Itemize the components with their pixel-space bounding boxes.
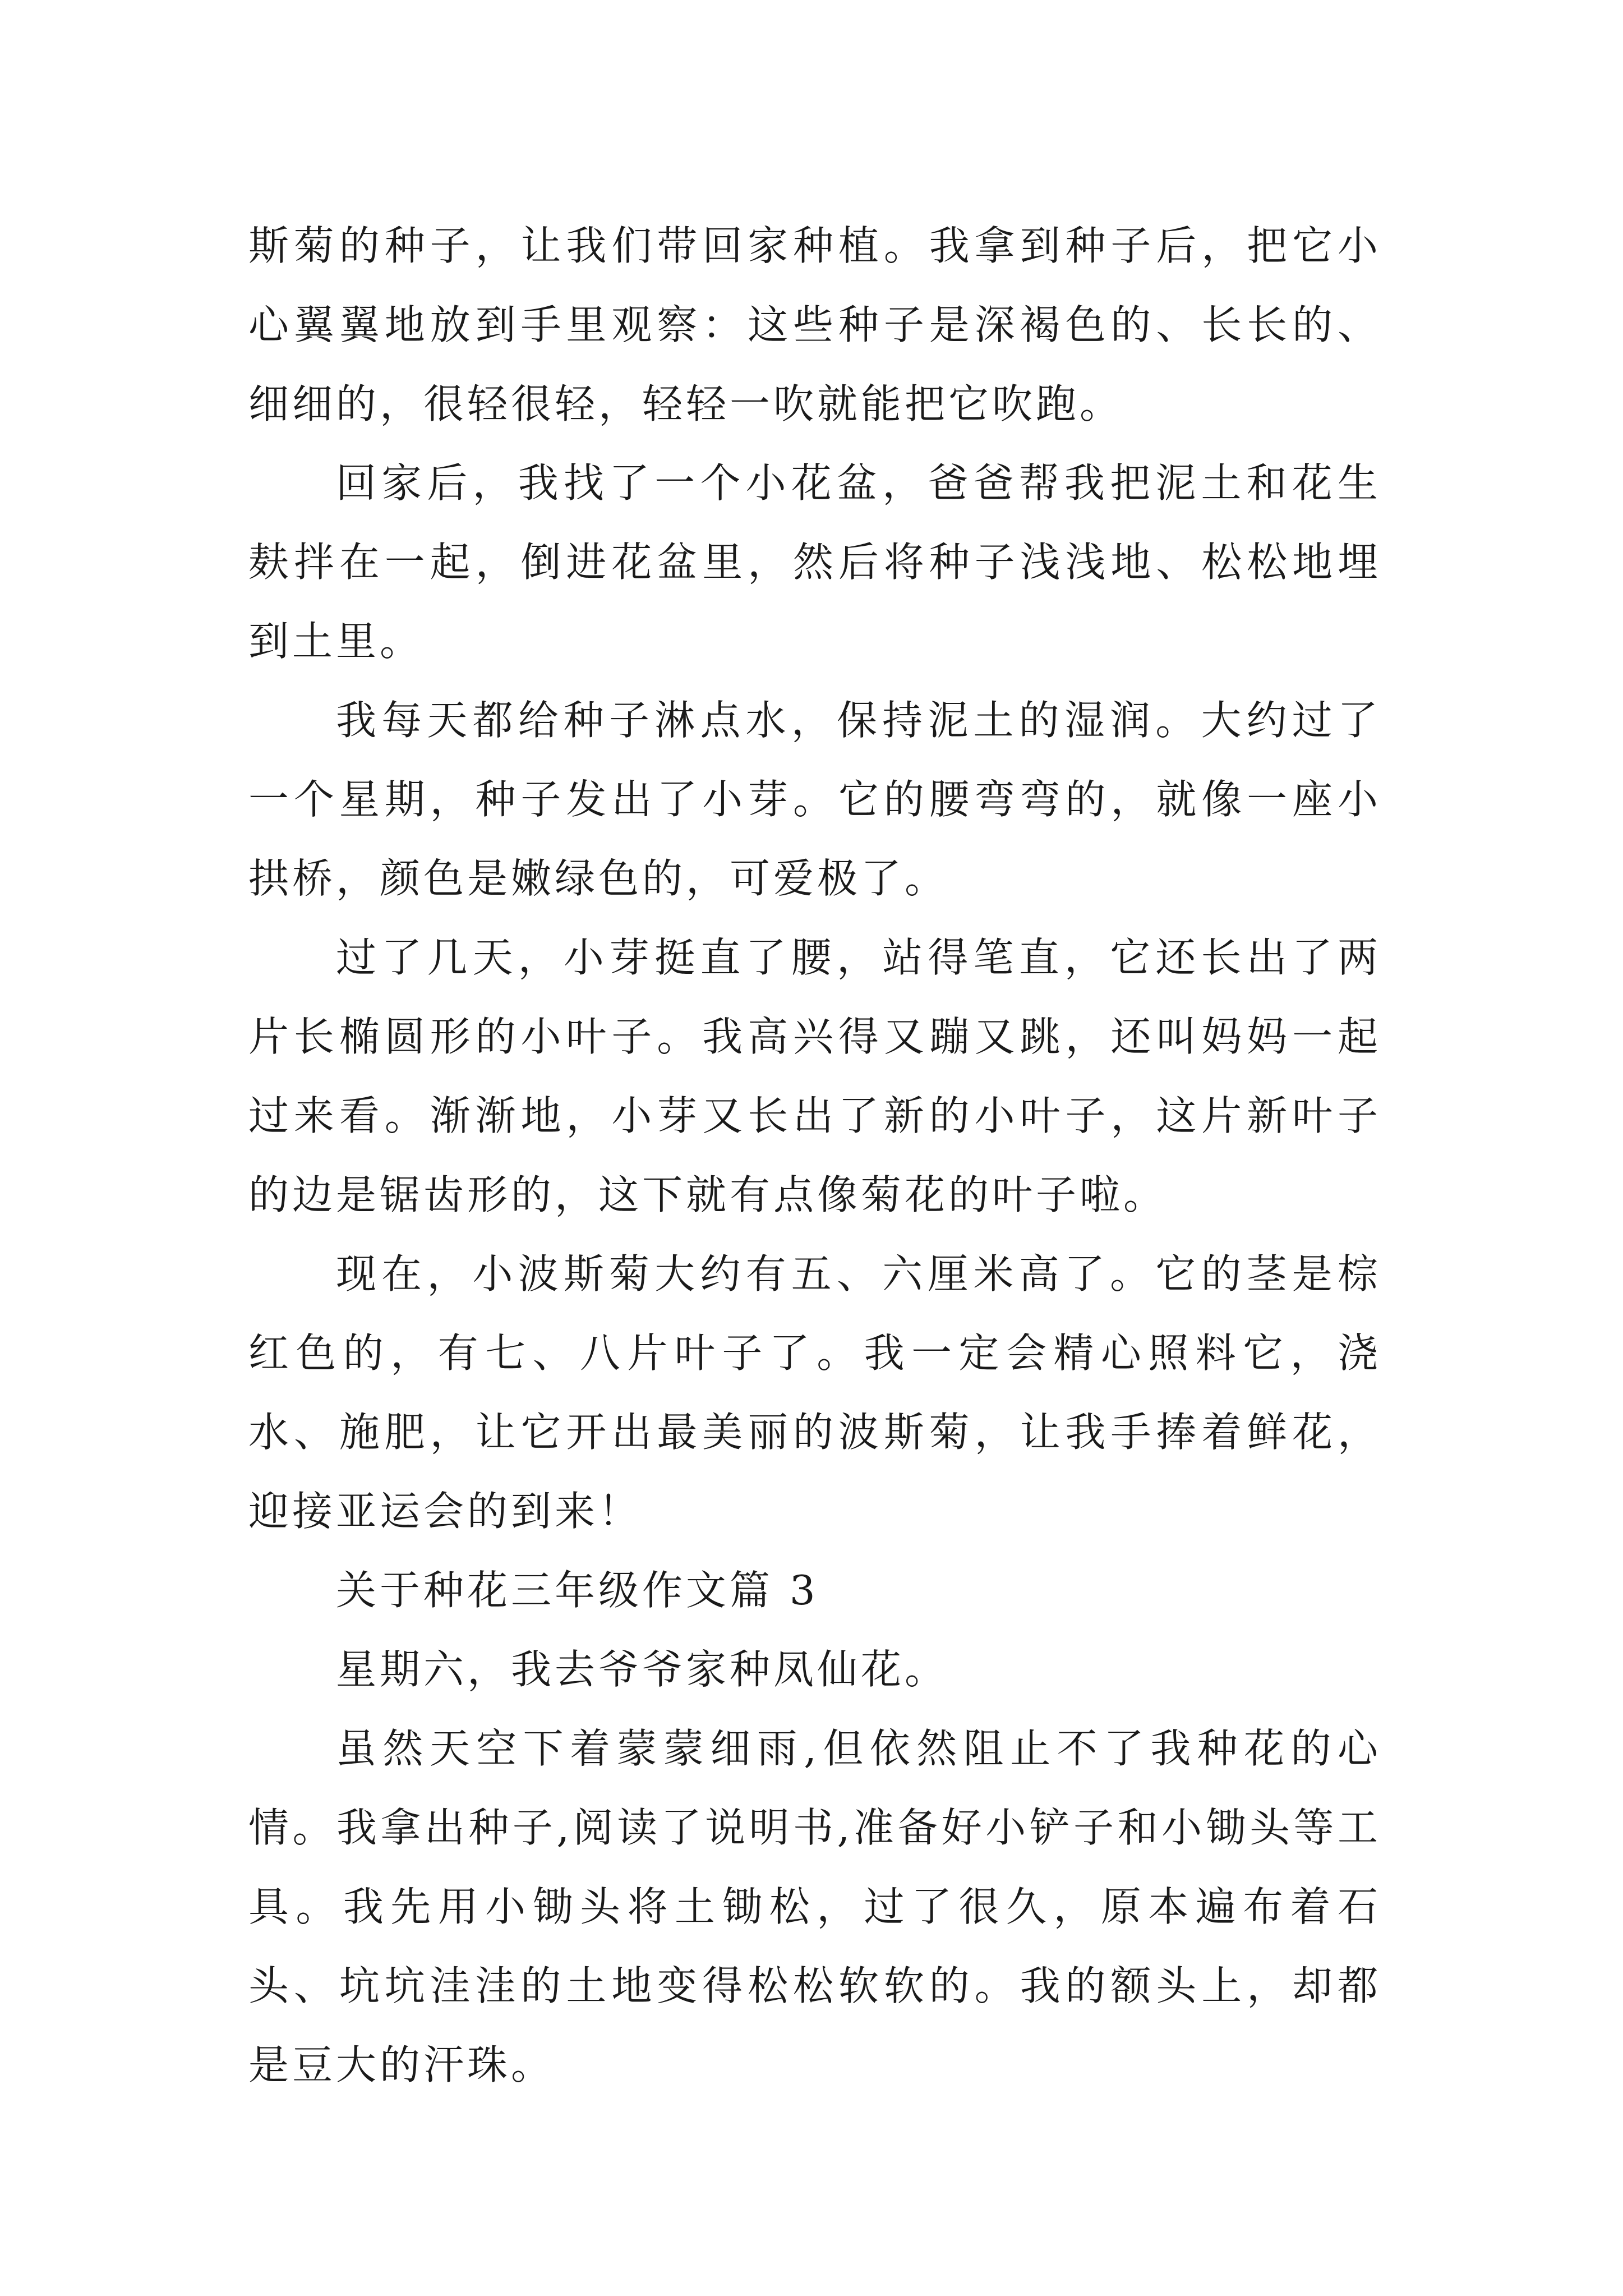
paragraph-1: 斯菊的种子，让我们带回家种植。我拿到种子后，把它小心翼翼地放到手里观察：这些种子是深褐色的、长长的、细细的，很轻很轻，轻轻一吹就能把它吹跑。: [248, 222, 1381, 427]
document-body: [248, 206, 1381, 2105]
section-paragraph-1: 星期六，我去爷爷家种凤仙花。: [336, 1646, 949, 1693]
paragraph-5: 现在，小波斯菊大约有五、六厘米高了。它的茎是棕红色的，有七、八片叶子了。我一定会精心照料它，浇水、施肥，让它开出最美丽的波斯菊，让我手捧着鲜花，迎接亚运会的到来！: [248, 1250, 1381, 1535]
paragraph-2: 回家后，我找了一个小花盆，爸爸帮我把泥土和花生麸拌在一起，倒进花盆里，然后将种子浅浅地、松松地埋到土里。: [248, 459, 1381, 665]
section-title: 关于种花三年级作文篇 3: [336, 1567, 819, 1614]
paragraph-3: 我每天都给种子淋点水，保持泥土的湿润。大约过了一个星期，种子发出了小芽。它的腰弯弯的，就像一座小拱桥，颜色是嫩绿色的，可爱极了。: [248, 697, 1381, 902]
paragraph-4: 过了几天，小芽挺直了腰，站得笔直，它还长出了两片长椭圆形的小叶子。我高兴得又蹦又跳，还叫妈妈一起过来看。渐渐地，小芽又长出了新的小叶子，这片新叶子的边是锯齿形的，这下就有点像菊花的叶子啦。: [248, 934, 1381, 1218]
section-paragraph-2: 虽然天空下着蒙蒙细雨,但依然阻止不了我种花的心情。我拿出种子,阅读了说明书,准备好小铲子和小锄头等工具。我先用小锄头将土锄松，过了很久，原本遍布着石头、坑坑洼洼的土地变得松松软软的。我的额头上，却都是豆大的汗珠。: [248, 1725, 1381, 2088]
